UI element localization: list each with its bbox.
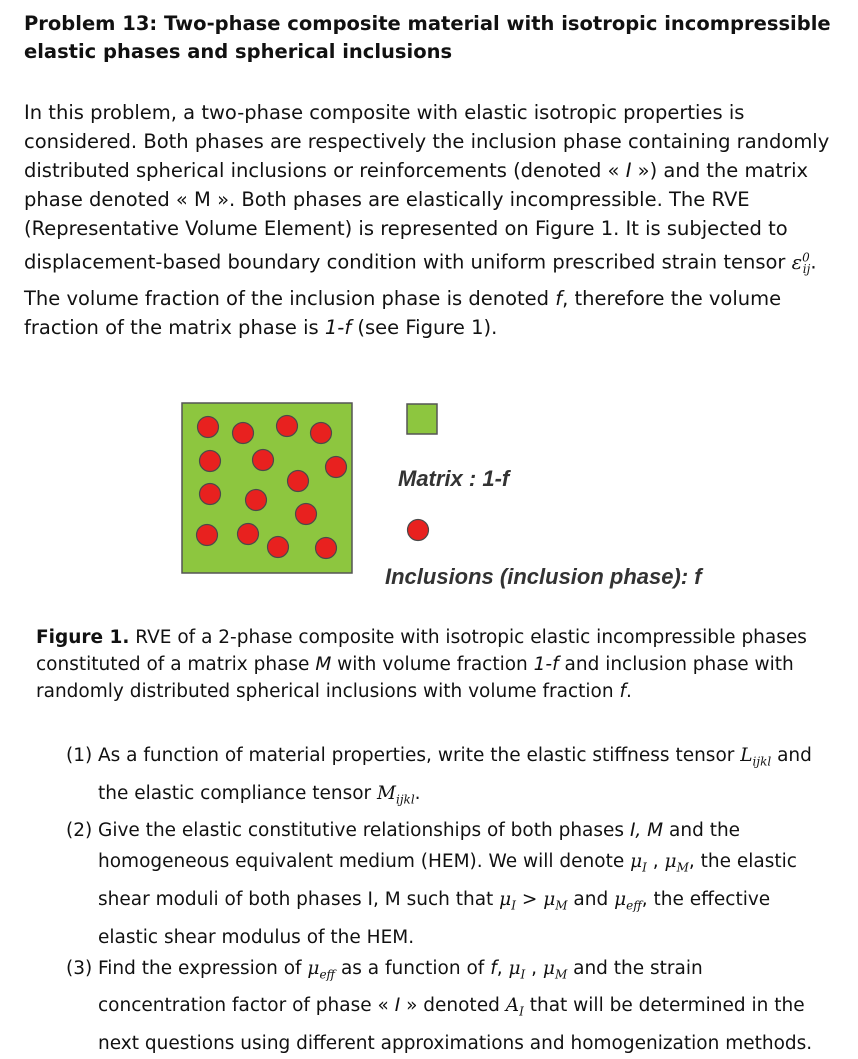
- inclusion-legend-label: Inclusions (inclusion phase): f: [385, 564, 702, 589]
- matrix-legend-label: Matrix : 1-f: [398, 466, 510, 491]
- question-list: [66, 740, 836, 1059]
- inclusion-circle: [246, 490, 267, 511]
- inclusion-circle: [200, 451, 221, 472]
- inclusion-circle: [316, 538, 337, 559]
- inclusion-circle: [198, 417, 219, 438]
- matrix-legend-swatch: [407, 404, 437, 434]
- question-item: (1) As a function of material properties, write the elastic stiffness tensor $L_{ijkl}$ and the elastic compliance tensor $M_{ijkl}$.: [66, 745, 812, 807]
- inclusion-circle: [326, 457, 347, 478]
- inclusion-circle: [253, 450, 274, 471]
- question-item: (3) Find the expression of $\mu_{eff}$ as a function of f, $\mu_I$ , $\mu_M$ and the strain concentration factor of phase « I » denoted $A_I$ that will be determined in the next questions using different approximations and homogenization methods.: [66, 957, 813, 1055]
- inclusion-circle: [288, 471, 309, 492]
- figure-caption: Figure 1. RVE of a 2-phase composite with isotropic elastic incompressible phases constituted of a matrix phase M with volume fraction 1-f and inclusion phase with randomly distributed spherical inclusions with volume fraction f.: [36, 627, 807, 702]
- inclusion-circle: [200, 484, 221, 505]
- question-item: (2) Give the elastic constitutive relationships of both phases I, M and the homogeneous equivalent medium (HEM). We will denote $\mu_I$ , $\mu_M$, the elastic shear moduli of both phases I, M such that $\mu_I > \mu_M$ and $\mu_{eff}$, the effective elastic shear modulus of the HEM.: [66, 820, 797, 948]
- inclusion-circle: [197, 525, 218, 546]
- inclusion-circle: [311, 423, 332, 444]
- inclusion-circle: [268, 537, 289, 558]
- problem-title: Problem 13: Two-phase composite material with isotropic incompressible elastic phases and spherical inclusions: [24, 12, 831, 63]
- inclusion-circle: [238, 524, 259, 545]
- inclusion-legend-swatch: [408, 520, 429, 541]
- strain-tensor-symbol: $\varepsilon^0_{ij}$: [791, 250, 811, 277]
- inclusion-circle: [296, 504, 317, 525]
- inclusion-circle: [277, 416, 298, 437]
- intro-paragraph: In this problem, a two-phase composite with elastic isotropic properties is considered. Both phases are respectively the inclusion phase containing randomly distributed spherical inclusions or reinforcements (denoted « I ») and the matrix phase denoted « M ». Both phases are elastically incompressible. The RVE (Representative Volume Element) is represented on Figure 1. It is subjected to displacement-based boundary condition with uniform prescribed strain tensor $\varepsilon^0_{ij}$. The volume fraction of the inclusion phase is denoted f, therefore the volume fraction of the matrix phase is 1-f (see Figure 1).: [24, 101, 830, 340]
- inclusion-circle: [233, 423, 254, 444]
